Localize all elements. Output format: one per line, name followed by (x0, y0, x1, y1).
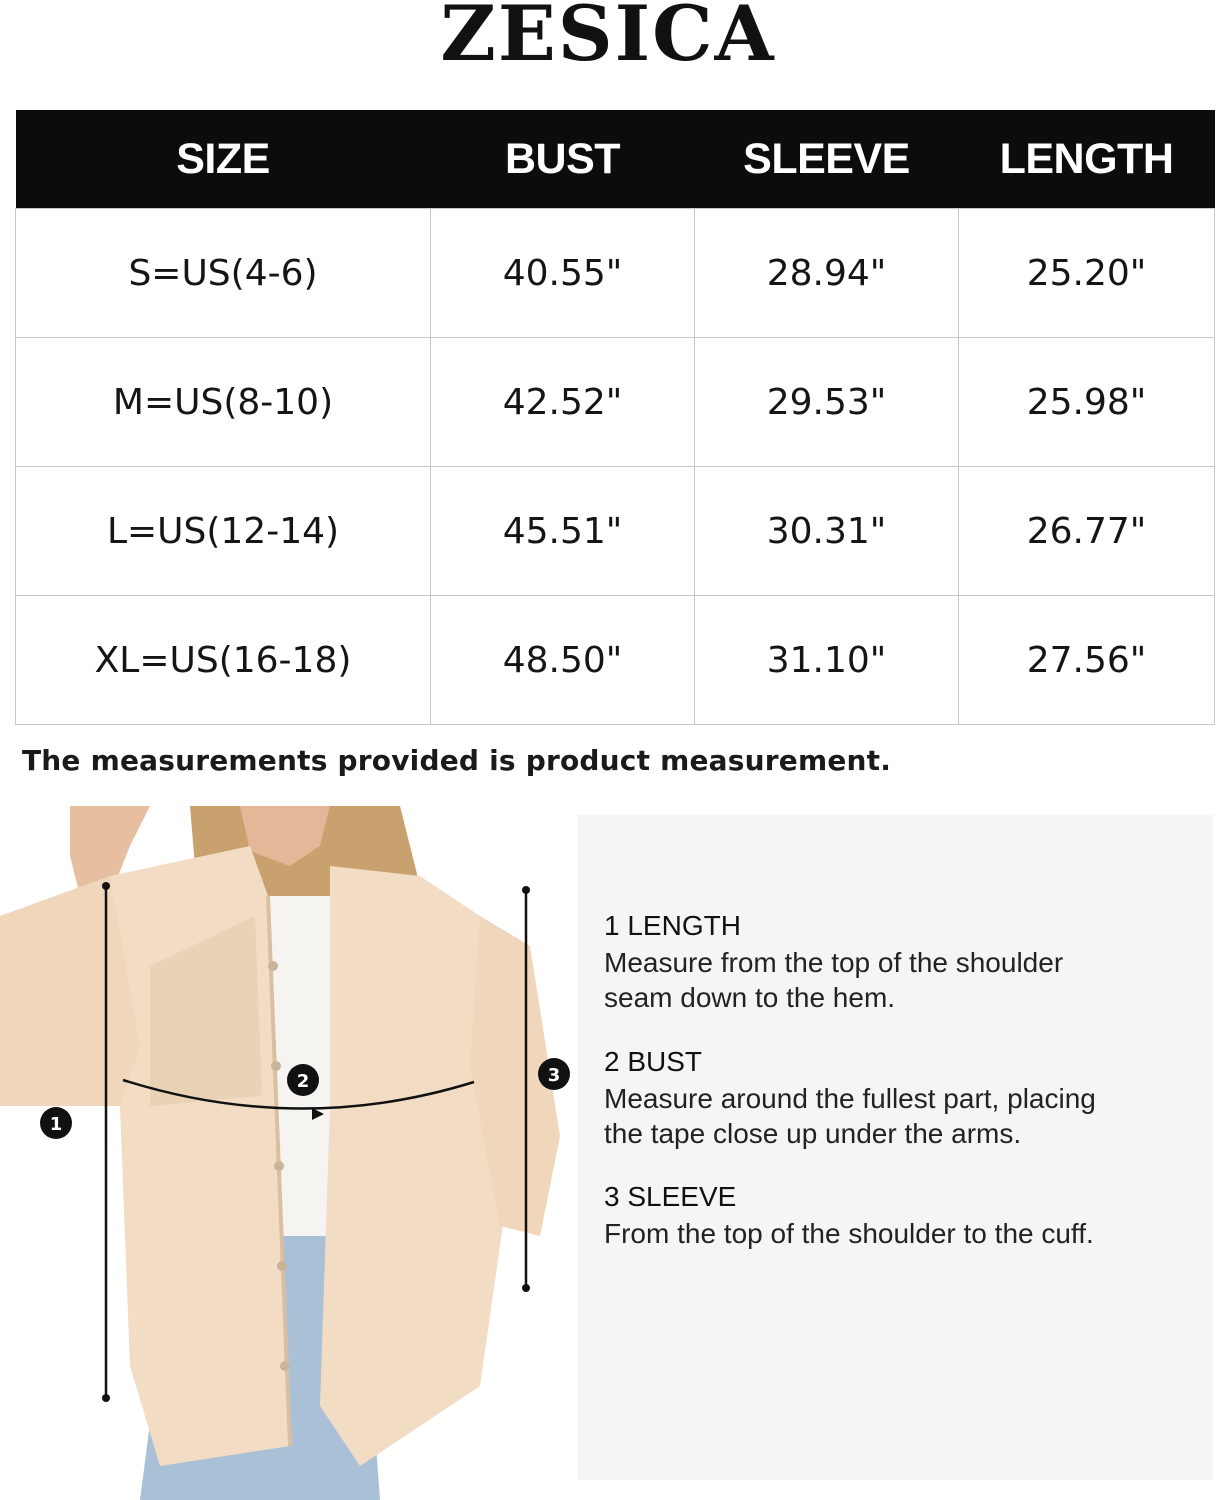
guide-length (604, 909, 1204, 1015)
measurement-note: The measurements provided is product measurement. (22, 744, 892, 777)
cell-size: S=US(4-6) (16, 209, 431, 338)
cell-length: 25.20" (959, 209, 1215, 338)
jacket-photo (0, 806, 578, 1500)
header-length: LENGTH (959, 110, 1215, 209)
marker-2 (287, 1064, 319, 1096)
table-header-row (16, 110, 1215, 209)
cell-bust: 40.55" (431, 209, 695, 338)
guide-sleeve-title: 3 SLEEVE (604, 1181, 737, 1212)
cell-sleeve: 31.10" (695, 596, 959, 725)
cell-bust: 45.51" (431, 467, 695, 596)
cell-sleeve: 29.53" (695, 338, 959, 467)
cell-size: L=US(12-14) (16, 467, 431, 596)
guide-bust-desc-line1: Measure around the fullest part, placing (604, 1083, 1096, 1114)
cell-size: XL=US(16-18) (16, 596, 431, 725)
guide-sleeve (604, 1180, 1204, 1251)
guide-length-title: 1 LENGTH (604, 910, 741, 941)
marker-1 (40, 1107, 72, 1139)
measurement-guide-panel (578, 815, 1213, 1480)
table-row (16, 338, 1215, 467)
header-size: SIZE (16, 110, 431, 209)
brand-logo: ZESICA (440, 0, 776, 78)
guide-bust (604, 1045, 1204, 1151)
cell-length: 27.56" (959, 596, 1215, 725)
cell-length: 26.77" (959, 467, 1215, 596)
cell-sleeve: 30.31" (695, 467, 959, 596)
guide-length-desc-line1: Measure from the top of the shoulder (604, 947, 1064, 978)
size-chart-table (15, 110, 1215, 725)
guide-bust-title: 2 BUST (604, 1046, 703, 1077)
cell-length: 25.98" (959, 338, 1215, 467)
cell-sleeve: 28.94" (695, 209, 959, 338)
header-sleeve: SLEEVE (695, 110, 959, 209)
header-bust: BUST (431, 110, 695, 209)
svg-text:2: 2 (296, 1071, 310, 1092)
table-row (16, 467, 1215, 596)
table-row (16, 209, 1215, 338)
guide-length-desc-line2: seam down to the hem. (604, 982, 896, 1013)
guide-bust-desc-line2: the tape close up under the arms. (604, 1118, 1022, 1149)
guide-sleeve-desc-line1: From the top of the shoulder to the cuff. (604, 1218, 1094, 1249)
cell-size: M=US(8-10) (16, 338, 431, 467)
svg-text:3: 3 (547, 1065, 561, 1086)
cell-bust: 42.52" (431, 338, 695, 467)
marker-3 (538, 1058, 570, 1090)
jacket-illustration (0, 806, 578, 1500)
table-row (16, 596, 1215, 725)
svg-text:1: 1 (49, 1114, 63, 1135)
cell-bust: 48.50" (431, 596, 695, 725)
